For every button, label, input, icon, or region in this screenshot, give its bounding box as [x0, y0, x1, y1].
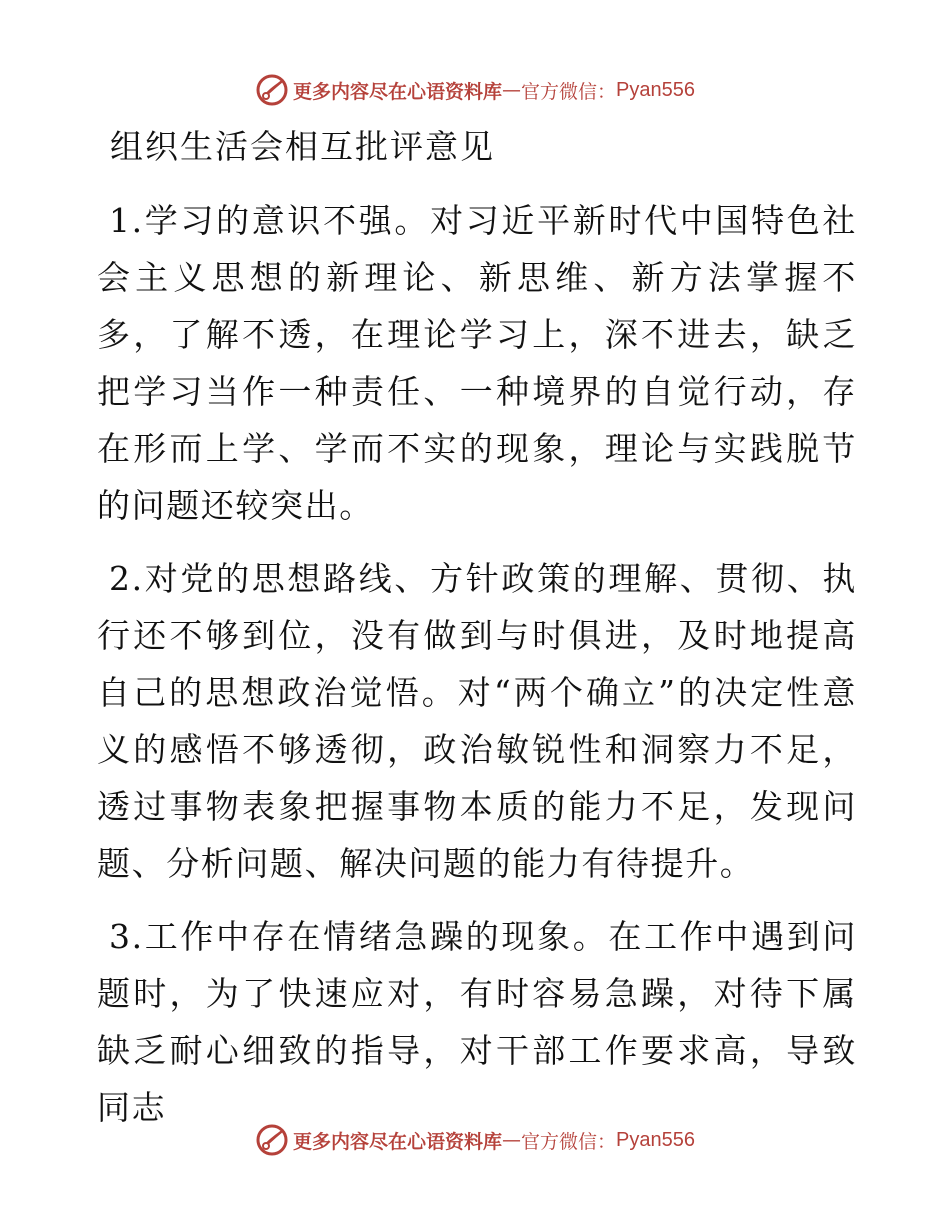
footer-watermark: [0, 1120, 950, 1160]
header-separator: —: [502, 79, 522, 101]
footer-separator: —: [502, 1129, 522, 1151]
paragraph-3: 3.工作中存在情绪急躁的现象。在工作中遇到问题时，为了快速应对，有时容易急躁，对待下属缺乏耐心细致的指导，对干部工作要求高，导致同志: [97, 917, 857, 1127]
document-title: 组织生活会相互批评意见: [110, 127, 495, 166]
header-wechat-id: Pyan556: [616, 78, 695, 101]
pen-logo-icon: [255, 73, 289, 107]
paragraph-2: 2.对党的思想路线、方针政策的理解、贯彻、执行还不够到位，没有做到与时俱进，及时地提高自己的思想政治觉悟。对“两个确立”的决定性意义的感悟不够透彻，政治敏锐性和洞察力不足，透过事物表象把握事物本质的能力不足，发现问题、分析问题、解决问题的能力有待提升。: [97, 559, 857, 883]
header-wechat-label: 官方微信：: [521, 80, 617, 103]
pen-logo-icon: [255, 1123, 289, 1157]
footer-brand-text: 更多内容尽在心语资料库: [293, 1130, 503, 1153]
footer-wechat-id: Pyan556: [616, 1128, 695, 1151]
header-brand-text: 更多内容尽在心语资料库: [293, 80, 503, 103]
header-watermark: [0, 70, 950, 110]
document-body: [97, 192, 857, 1152]
paragraph-1: 1.学习的意识不强。对习近平新时代中国特色社会主义思想的新理论、新思维、新方法掌握不多，了解不透，在理论学习上，深不进去，缺乏把学习当作一种责任、一种境界的自觉行动，存在形而上学、学而不实的现象，理论与实践脱节的问题还较突出。: [97, 201, 857, 525]
footer-wechat-label: 官方微信：: [521, 1130, 617, 1153]
